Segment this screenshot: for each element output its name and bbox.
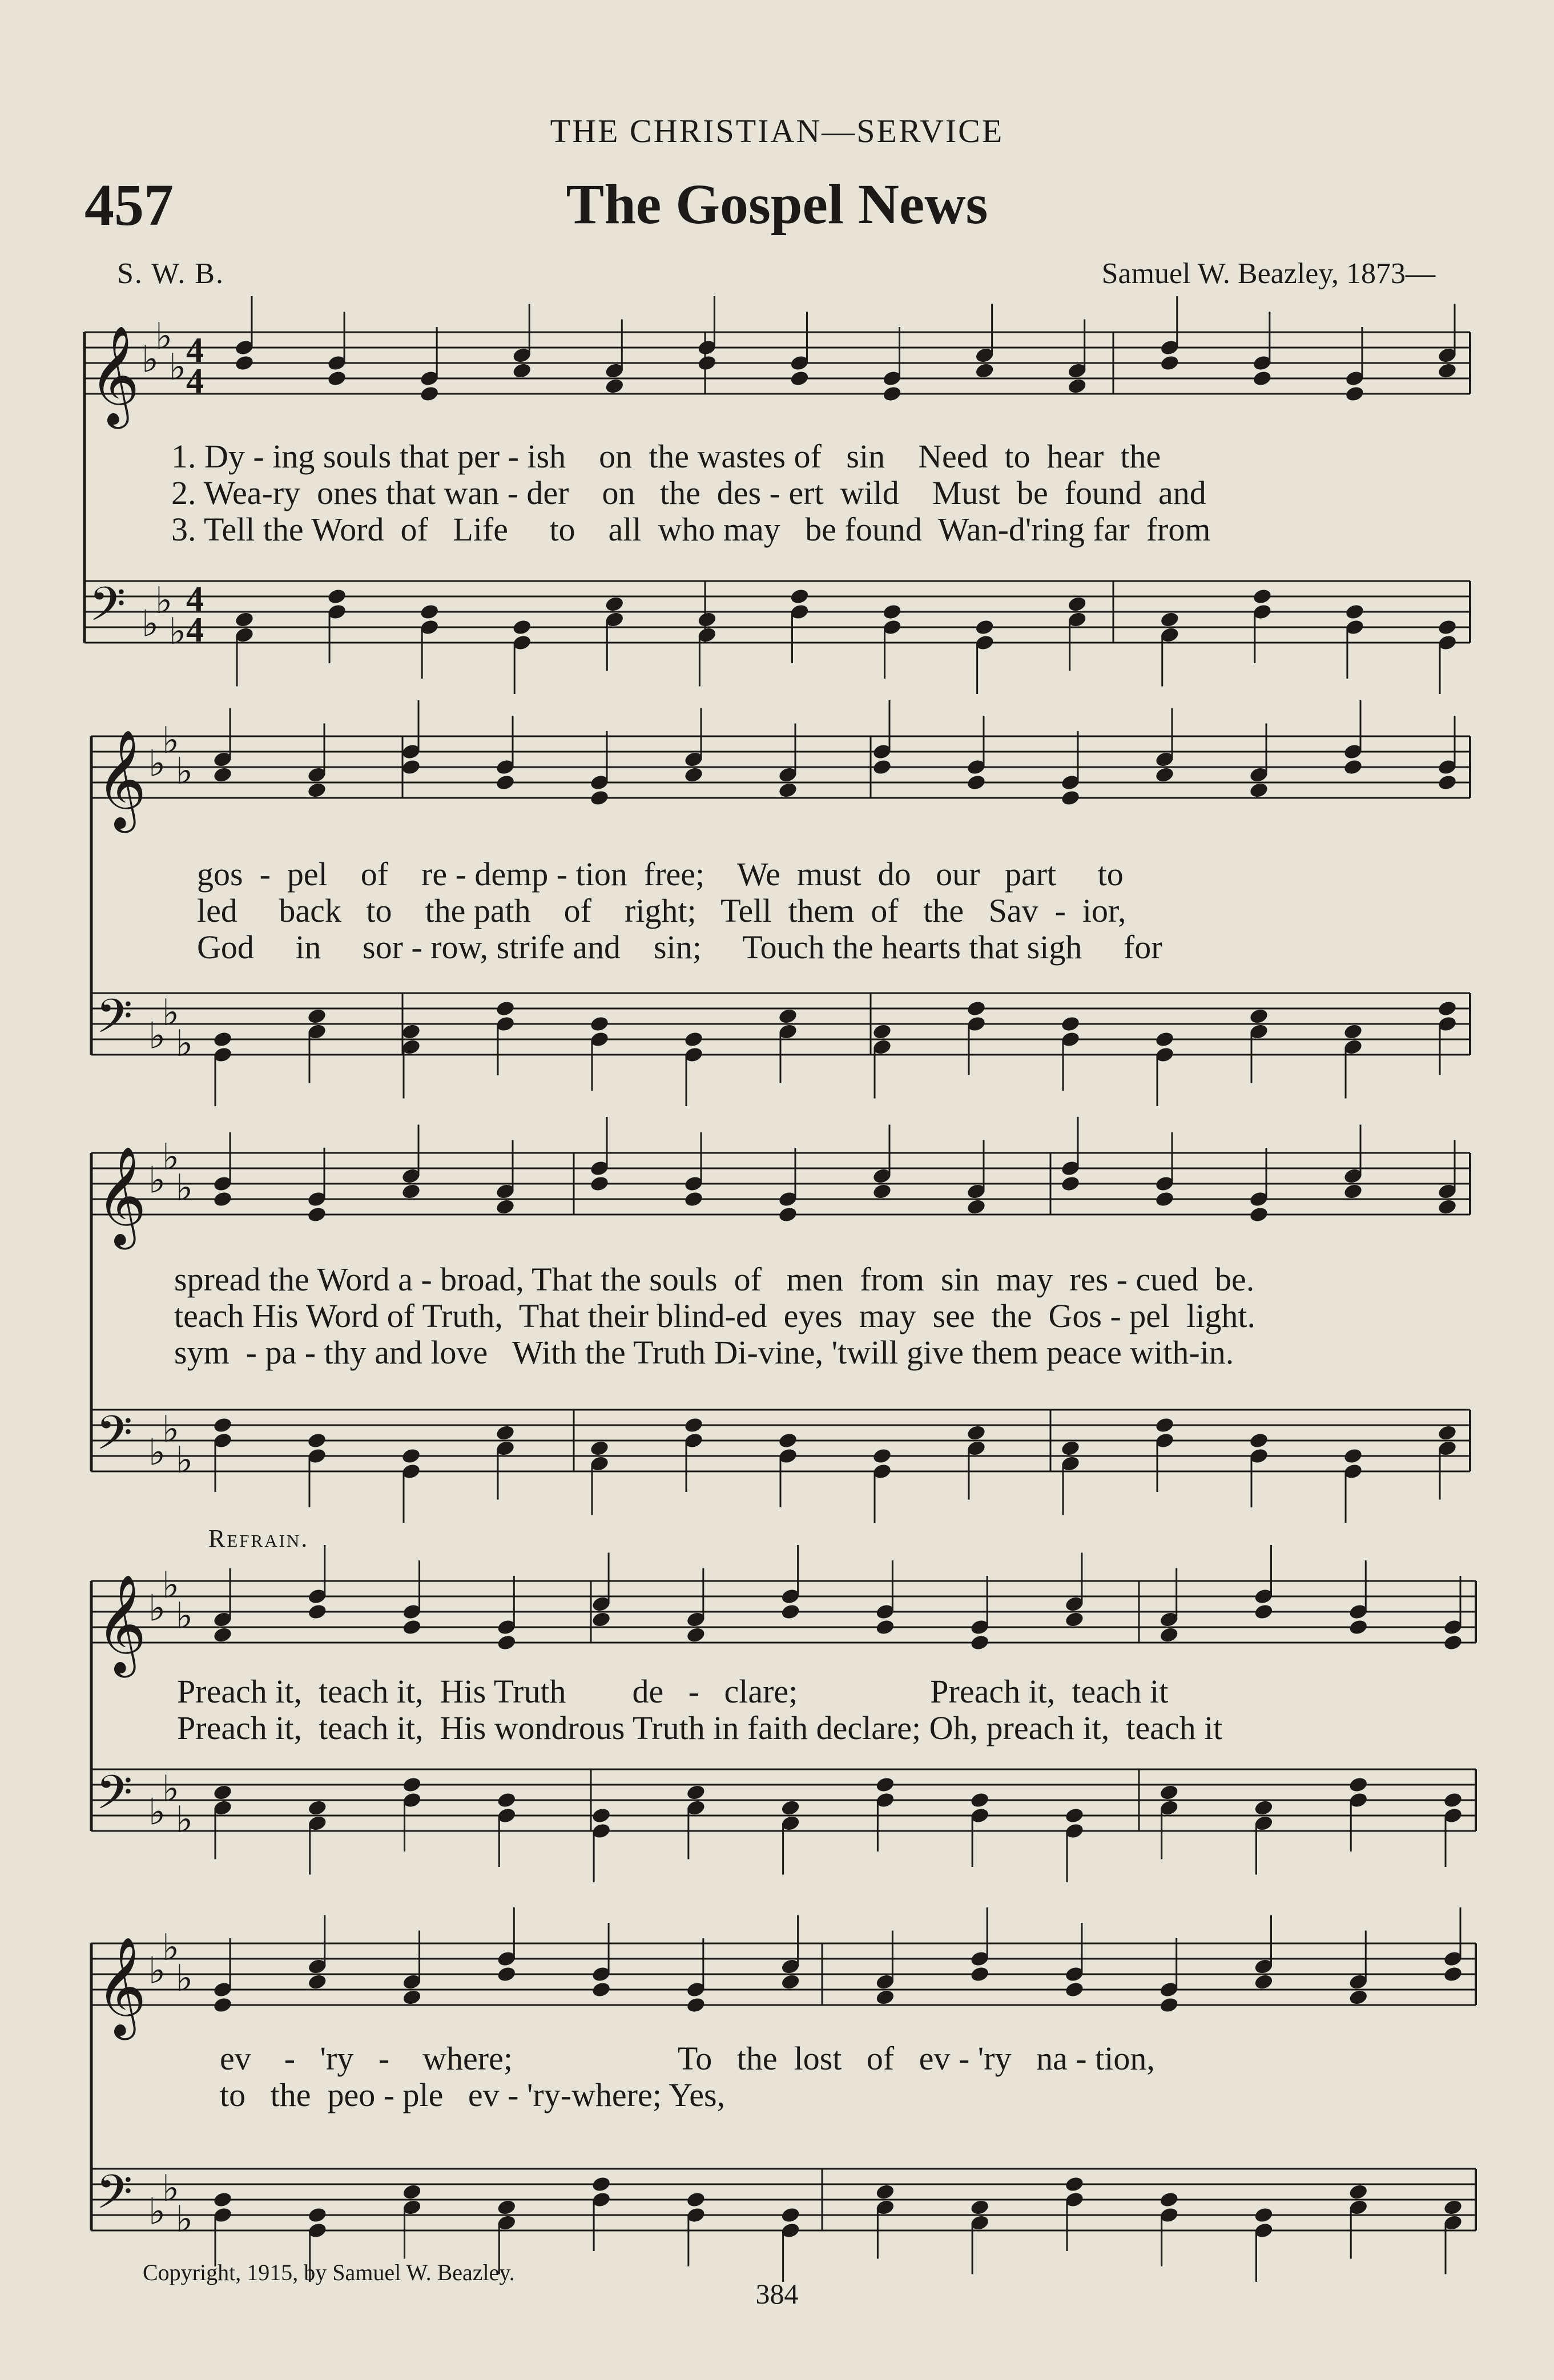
note-head (419, 385, 440, 403)
system-2-verse-3: God in sor - row, strife and sin; Touch the hearts that sigh for (197, 929, 1162, 966)
flat-icon: ♭ (176, 2198, 194, 2241)
note-head (307, 1432, 327, 1450)
note-head (1249, 1007, 1269, 1025)
note-head (1064, 1611, 1085, 1628)
note-head (969, 1634, 990, 1652)
note-head (307, 1603, 328, 1621)
note-head (1060, 789, 1081, 807)
flat-icon: ♭ (148, 1587, 166, 1630)
treble-clef-icon: 𝄞 (96, 729, 147, 829)
note-head (1160, 611, 1180, 628)
note-head (1348, 2183, 1368, 2201)
time-signature-top: 4 (186, 580, 204, 619)
note-head (1254, 2206, 1274, 2224)
note-head (1060, 1439, 1081, 1457)
flat-icon: ♭ (176, 1167, 194, 1209)
note-head (589, 789, 610, 807)
note-head (1160, 354, 1180, 372)
note-head (402, 2183, 422, 2201)
page-number: 384 (755, 2278, 799, 2310)
note-head (1443, 1966, 1463, 1983)
note-head (1437, 619, 1458, 636)
note-head (1348, 1619, 1368, 1636)
note-head (1252, 370, 1273, 388)
note-head (591, 1981, 611, 1999)
note-head (1348, 1988, 1368, 2006)
note-head (402, 1619, 422, 1636)
note-head (1254, 1603, 1274, 1621)
flat-icon: ♭ (148, 1159, 166, 1202)
note-head (1437, 774, 1458, 792)
note-head (1343, 759, 1363, 776)
treble-clef-icon: 𝄞 (96, 1937, 147, 2036)
flat-icon: ♭ (176, 1957, 194, 2000)
flat-icon: ♭ (162, 719, 180, 762)
note-head (1067, 377, 1088, 395)
note-head (683, 1191, 704, 1208)
note-head (212, 1784, 233, 1801)
note-head (683, 1031, 704, 1048)
time-signature-top: 4 (186, 331, 204, 370)
note-head (966, 1000, 987, 1018)
note-head (604, 595, 625, 613)
note-head (1343, 1183, 1363, 1200)
flat-icon: ♭ (155, 315, 173, 358)
note-head (402, 1776, 422, 1794)
refrain-label: Refrain. (208, 1524, 309, 1552)
note-head (780, 1973, 801, 1991)
note-head (212, 2191, 233, 2209)
flat-icon: ♭ (162, 1926, 180, 1969)
refrain-line-2-upper: ev - 'ry - where; To the lost of ev - 'ry na - tion, (220, 2040, 1155, 2077)
note-head (966, 1424, 987, 1442)
note-head (212, 1417, 233, 1434)
flat-icon: ♭ (148, 1950, 166, 1992)
flat-icon: ♭ (148, 743, 166, 785)
note-head (1064, 2176, 1085, 2193)
note-head (1443, 1634, 1463, 1652)
flat-icon: ♭ (162, 1408, 180, 1451)
note-head (1067, 595, 1088, 613)
note-head (402, 1988, 422, 2006)
note-head (1437, 1000, 1458, 1018)
flat-icon: ♭ (169, 346, 187, 389)
note-head (872, 1023, 892, 1040)
bass-clef-icon: 𝄢 (96, 2164, 133, 2231)
system-3-verse-2: teach His Word of Truth, That their blind-ed eyes may see the Gos - pel light. (174, 1297, 1255, 1334)
flat-icon: ♭ (162, 1768, 180, 1810)
flat-icon: ♭ (162, 1564, 180, 1607)
flat-icon: ♭ (176, 1022, 194, 1065)
composer-credit: Samuel W. Beazley, 1873— (1101, 257, 1435, 290)
note-head (969, 1792, 990, 1809)
text-author-initials: S. W. B. (117, 257, 224, 290)
flat-icon: ♭ (176, 1798, 194, 1841)
note-head (234, 611, 255, 628)
note-head (872, 1183, 892, 1200)
note-head (1343, 1447, 1363, 1465)
flat-icon: ♭ (142, 603, 159, 646)
note-head (683, 1417, 704, 1434)
note-head (512, 362, 532, 380)
flat-icon: ♭ (162, 1136, 180, 1179)
note-head (790, 370, 810, 388)
refrain-line-2-lower: to the peo - ple ev - 'ry-where; Yes, (220, 2076, 726, 2113)
note-head (401, 1023, 421, 1040)
note-head (875, 1776, 896, 1794)
note-head (1154, 1191, 1175, 1208)
note-head (589, 1439, 610, 1457)
note-head (589, 1175, 610, 1193)
note-head (1343, 1023, 1363, 1040)
note-head (401, 759, 421, 776)
note-head (872, 759, 892, 776)
note-head (307, 1007, 327, 1025)
bass-clef-icon: 𝄢 (96, 1405, 133, 1472)
note-head (780, 1603, 801, 1621)
hymn-title: The Gospel News (566, 172, 988, 236)
note-head (591, 1611, 611, 1628)
note-head (778, 1432, 798, 1450)
note-head (1154, 1031, 1175, 1048)
note-head (1249, 781, 1269, 799)
note-head (882, 603, 903, 621)
note-head (875, 1988, 896, 2006)
note-head (401, 1183, 421, 1200)
treble-clef-icon: 𝄞 (96, 1146, 147, 1245)
flat-icon: ♭ (148, 2191, 166, 2233)
note-head (686, 1996, 706, 2014)
note-head (1159, 1996, 1179, 2014)
note-head (307, 781, 327, 799)
system-1-verse-3: 3. Tell the Word of Life to all who may be found Wan-d'ring far from (171, 511, 1211, 548)
treble-clef-icon: 𝄞 (96, 1574, 147, 1673)
note-head (1254, 1799, 1274, 1817)
note-head (496, 2199, 517, 2216)
note-head (1252, 588, 1273, 606)
note-head (307, 2206, 328, 2224)
system-3-verse-1: spread the Word a - broad, That the souls of men from sin may res - cued be. (174, 1261, 1255, 1298)
note-head (780, 2206, 801, 2224)
flat-icon: ♭ (169, 610, 187, 653)
time-signature-bottom: 4 (186, 362, 204, 401)
note-head (495, 1424, 516, 1442)
note-head (1154, 766, 1175, 784)
note-head (966, 1198, 987, 1216)
bass-clef-icon: 𝄢 (96, 989, 133, 1055)
note-head (496, 1792, 517, 1809)
note-head (512, 619, 532, 636)
note-head (419, 603, 440, 621)
note-head (327, 588, 347, 606)
note-head (778, 1007, 798, 1025)
note-head (790, 588, 810, 606)
note-head (212, 1191, 233, 1208)
flat-icon: ♭ (155, 579, 173, 622)
note-head (1159, 2191, 1179, 2209)
note-head (875, 1619, 896, 1636)
note-head (969, 2199, 990, 2216)
note-head (969, 1966, 990, 1983)
note-head (495, 1198, 516, 1216)
note-head (780, 1799, 801, 1817)
note-head (1344, 603, 1365, 621)
system-1-verse-2: 2. Wea-ry ones that wan - der on the des - ert wild Must be found and (171, 474, 1206, 511)
note-head (307, 1206, 327, 1224)
note-head (686, 2191, 706, 2209)
flat-icon: ♭ (148, 1791, 166, 1834)
note-head (327, 370, 347, 388)
bass-clef-icon: 𝄢 (89, 576, 126, 643)
system-2-verse-2: led back to the path of right; Tell them of the Sav - ior, (197, 892, 1126, 929)
note-head (307, 1973, 328, 1991)
note-head (1254, 1973, 1274, 1991)
note-head (882, 385, 903, 403)
note-head (683, 766, 704, 784)
note-head (872, 1447, 892, 1465)
flat-icon: ♭ (148, 1431, 166, 1474)
note-head (1348, 1776, 1368, 1794)
note-head (234, 354, 255, 372)
note-head (1437, 1198, 1458, 1216)
bass-clef-icon: 𝄢 (96, 1765, 133, 1832)
note-head (496, 1634, 517, 1652)
note-head (496, 1966, 517, 1983)
note-head (307, 1799, 328, 1817)
flat-icon: ♭ (176, 1439, 194, 1482)
system-3-verse-3: sym - pa - thy and love With the Truth Di-vine, 'twill give them peace with-in. (174, 1334, 1234, 1371)
note-head (778, 1206, 798, 1224)
note-head (1060, 1015, 1081, 1033)
note-head (212, 766, 233, 784)
flat-icon: ♭ (176, 750, 194, 793)
note-head (1154, 1417, 1175, 1434)
flat-icon: ♭ (162, 991, 180, 1034)
note-head (1443, 1792, 1463, 1809)
note-head (875, 2183, 896, 2201)
note-head (686, 1626, 706, 1644)
note-head (975, 362, 995, 380)
note-head (975, 619, 995, 636)
note-head (1064, 1807, 1085, 1825)
flat-icon: ♭ (162, 2167, 180, 2210)
treble-clef-icon: 𝄞 (89, 325, 140, 425)
note-head (212, 1626, 233, 1644)
section-heading: THE CHRISTIAN—SERVICE (550, 112, 1004, 150)
note-head (966, 774, 987, 792)
hymn-number: 457 (84, 172, 174, 238)
note-head (591, 2176, 611, 2193)
note-head (589, 1015, 610, 1033)
refrain-line-1-lower: Preach it, teach it, His wondrous Truth in faith declare; Oh, preach it, teach it (177, 1709, 1223, 1746)
note-head (1437, 362, 1458, 380)
note-head (1344, 385, 1365, 403)
flat-icon: ♭ (148, 1015, 166, 1058)
note-head (686, 1784, 706, 1801)
note-head (401, 1447, 421, 1465)
note-head (495, 1000, 516, 1018)
refrain-line-1-upper: Preach it, teach it, His Truth de - clare; Preach it, teach it (177, 1673, 1169, 1710)
note-head (1064, 1981, 1085, 1999)
system-2-verse-1: gos - pel of re - demp - tion free; We must do our part to (197, 856, 1124, 893)
note-head (604, 377, 625, 395)
note-head (697, 611, 718, 628)
note-head (1437, 1424, 1458, 1442)
note-head (778, 781, 798, 799)
note-head (1249, 1206, 1269, 1224)
note-head (1159, 1626, 1179, 1644)
note-head (1060, 1175, 1081, 1193)
note-head (212, 1031, 233, 1048)
note-head (1159, 1784, 1179, 1801)
flat-icon: ♭ (176, 1595, 194, 1637)
note-head (495, 774, 516, 792)
note-head (1249, 1432, 1269, 1450)
note-head (212, 1996, 233, 2014)
flat-icon: ♭ (142, 338, 159, 381)
note-head (1443, 2199, 1463, 2216)
time-signature-bottom: 4 (186, 611, 204, 650)
copyright-notice: Copyright, 1915, by Samuel W. Beazley. (143, 2260, 515, 2285)
note-head (591, 1807, 611, 1825)
system-1-verse-1: 1. Dy - ing souls that per - ish on the wastes of sin Need to hear the (171, 438, 1161, 475)
note-head (697, 354, 718, 372)
